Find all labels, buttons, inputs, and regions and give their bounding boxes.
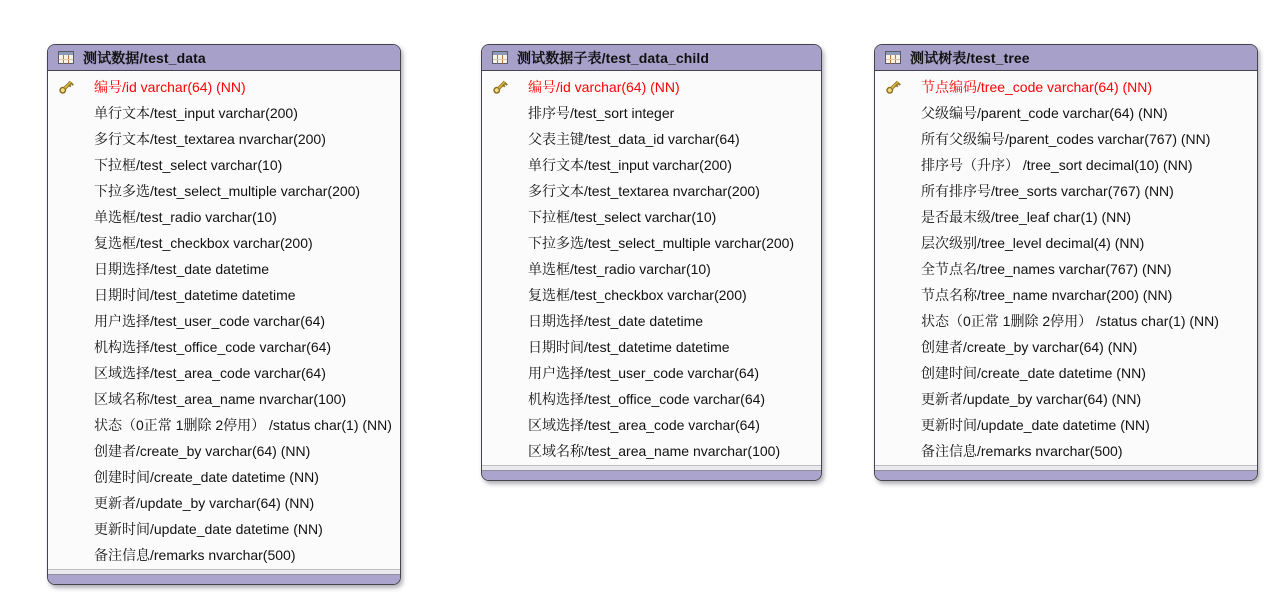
field-row[interactable] (48, 464, 400, 490)
field-row[interactable] (482, 334, 821, 360)
field-label: 下拉多选/test_select_multiple varchar(200) (528, 235, 795, 251)
field-label: 日期选择/test_date datetime (94, 261, 270, 277)
field-row[interactable] (482, 308, 821, 334)
field-row[interactable] (875, 74, 1257, 100)
field-label: 下拉框/test_select varchar(10) (94, 157, 283, 173)
field-label: 单行文本/test_input varchar(200) (94, 105, 298, 121)
field-label: 区域选择/test_area_code varchar(64) (94, 365, 326, 381)
field-label: 编号/id varchar(64) (NN) (94, 79, 246, 95)
field-row[interactable] (48, 490, 400, 516)
field-row[interactable] (482, 230, 821, 256)
table-field-list (875, 71, 1257, 465)
field-row[interactable] (48, 178, 400, 204)
field-label: 下拉框/test_select varchar(10) (528, 209, 717, 225)
table-header[interactable] (482, 45, 821, 71)
field-label: 状态（0正常 1删除 2停用） /status char(1) (NN) (921, 313, 1219, 329)
table-footer (48, 569, 400, 584)
field-row[interactable] (48, 334, 400, 360)
field-label: 单行文本/test_input varchar(200) (528, 157, 732, 173)
field-row[interactable] (875, 360, 1257, 386)
field-row[interactable] (482, 282, 821, 308)
field-row[interactable] (875, 282, 1257, 308)
field-row[interactable] (48, 412, 400, 438)
field-row[interactable] (48, 256, 400, 282)
field-row[interactable] (48, 100, 400, 126)
field-row[interactable] (875, 178, 1257, 204)
field-row[interactable] (482, 438, 821, 464)
field-row[interactable] (48, 308, 400, 334)
field-row[interactable] (48, 516, 400, 542)
footer-strip (875, 470, 1257, 480)
field-row[interactable] (48, 360, 400, 386)
field-label: 区域名称/test_area_name nvarchar(100) (528, 443, 781, 459)
field-row[interactable] (482, 178, 821, 204)
field-label: 更新时间/update_date datetime (NN) (94, 521, 323, 537)
table-entity[interactable] (874, 44, 1258, 481)
table-header[interactable] (875, 45, 1257, 71)
field-label: 状态（0正常 1删除 2停用） /status char(1) (NN) (94, 417, 392, 433)
field-label: 备注信息/remarks nvarchar(500) (921, 443, 1123, 459)
table-footer (875, 465, 1257, 480)
field-row[interactable] (482, 204, 821, 230)
field-row[interactable] (48, 74, 400, 100)
field-row[interactable] (875, 256, 1257, 282)
table-title: 测试数据子表/test_data_child (517, 49, 710, 66)
table-grid-icon (58, 51, 74, 64)
field-label: 排序号（升序） /tree_sort decimal(10) (NN) (921, 157, 1193, 173)
field-label: 更新者/update_by varchar(64) (NN) (921, 391, 1142, 407)
table-title: 测试数据/test_data (83, 49, 206, 66)
field-row[interactable] (482, 256, 821, 282)
field-row[interactable] (875, 100, 1257, 126)
field-label: 下拉多选/test_select_multiple varchar(200) (94, 183, 361, 199)
field-row[interactable] (48, 438, 400, 464)
field-label: 创建时间/create_date datetime (NN) (94, 469, 319, 485)
field-label: 所有排序号/tree_sorts varchar(767) (NN) (921, 183, 1174, 199)
field-row[interactable] (875, 412, 1257, 438)
field-label: 创建时间/create_date datetime (NN) (921, 365, 1146, 381)
field-label: 是否最末级/tree_leaf char(1) (NN) (921, 209, 1132, 225)
field-row[interactable] (482, 126, 821, 152)
field-label: 多行文本/test_textarea nvarchar(200) (94, 131, 326, 147)
footer-strip (482, 470, 821, 480)
field-label: 全节点名/tree_names varchar(767) (NN) (921, 261, 1172, 277)
field-row[interactable] (482, 100, 821, 126)
field-label: 节点编码/tree_code varchar(64) (NN) (921, 79, 1153, 95)
field-row[interactable] (48, 204, 400, 230)
table-grid-icon (885, 51, 901, 64)
table-header[interactable] (48, 45, 400, 71)
field-label: 排序号/test_sort integer (528, 105, 675, 121)
field-row[interactable] (875, 126, 1257, 152)
field-row[interactable] (875, 438, 1257, 464)
field-row[interactable] (48, 230, 400, 256)
field-row[interactable] (482, 152, 821, 178)
table-field-list (482, 71, 821, 465)
field-label: 机构选择/test_office_code varchar(64) (528, 391, 766, 407)
field-row[interactable] (48, 282, 400, 308)
table-grid-icon (492, 51, 508, 64)
field-row[interactable] (875, 334, 1257, 360)
field-row[interactable] (875, 230, 1257, 256)
field-row[interactable] (482, 386, 821, 412)
field-label: 单选框/test_radio varchar(10) (94, 209, 277, 225)
key-icon (57, 78, 75, 96)
field-row[interactable] (482, 360, 821, 386)
field-label: 节点名称/tree_name nvarchar(200) (NN) (921, 287, 1173, 303)
field-label: 用户选择/test_user_code varchar(64) (94, 313, 326, 329)
field-row[interactable] (482, 74, 821, 100)
footer-strip (48, 574, 400, 584)
table-entity[interactable] (47, 44, 401, 585)
field-row[interactable] (875, 386, 1257, 412)
field-label: 区域选择/test_area_code varchar(64) (528, 417, 760, 433)
field-row[interactable] (875, 308, 1257, 334)
field-label: 日期时间/test_datetime datetime (94, 287, 296, 303)
field-label: 编号/id varchar(64) (NN) (528, 79, 680, 95)
field-label: 复选框/test_checkbox varchar(200) (94, 235, 313, 251)
field-label: 日期时间/test_datetime datetime (528, 339, 730, 355)
field-label: 多行文本/test_textarea nvarchar(200) (528, 183, 760, 199)
field-label: 复选框/test_checkbox varchar(200) (528, 287, 747, 303)
field-row[interactable] (48, 152, 400, 178)
field-row[interactable] (48, 126, 400, 152)
field-label: 用户选择/test_user_code varchar(64) (528, 365, 760, 381)
table-title: 测试树表/test_tree (910, 49, 1030, 66)
field-row[interactable] (48, 386, 400, 412)
field-row[interactable] (482, 412, 821, 438)
field-label: 创建者/create_by varchar(64) (NN) (94, 443, 311, 459)
field-label: 创建者/create_by varchar(64) (NN) (921, 339, 1138, 355)
field-label: 所有父级编号/parent_codes varchar(767) (NN) (921, 131, 1211, 147)
field-row[interactable] (48, 542, 400, 568)
field-label: 机构选择/test_office_code varchar(64) (94, 339, 332, 355)
key-icon (884, 78, 902, 96)
field-label: 备注信息/remarks nvarchar(500) (94, 547, 296, 563)
field-label: 单选框/test_radio varchar(10) (528, 261, 711, 277)
field-row[interactable] (875, 152, 1257, 178)
table-footer (482, 465, 821, 480)
field-label: 更新者/update_by varchar(64) (NN) (94, 495, 315, 511)
table-entity[interactable] (481, 44, 822, 481)
field-label: 层次级别/tree_level decimal(4) (NN) (921, 235, 1145, 251)
field-label: 更新时间/update_date datetime (NN) (921, 417, 1150, 433)
field-label: 父级编号/parent_code varchar(64) (NN) (921, 105, 1168, 121)
field-row[interactable] (875, 204, 1257, 230)
key-icon (491, 78, 509, 96)
field-label: 父表主键/test_data_id varchar(64) (528, 131, 740, 147)
field-label: 区域名称/test_area_name nvarchar(100) (94, 391, 347, 407)
table-field-list (48, 71, 400, 569)
field-label: 日期选择/test_date datetime (528, 313, 704, 329)
